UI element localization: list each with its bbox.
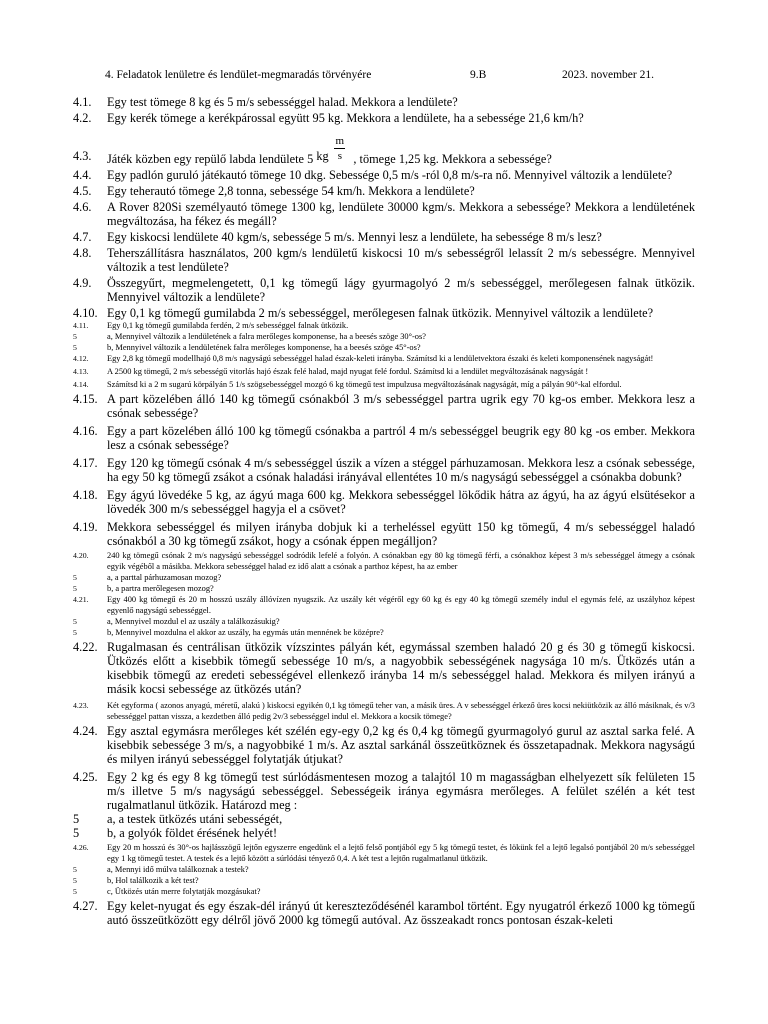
sub-question [73,627,695,638]
problem-4-3 [73,135,695,166]
problem-number: 4.21. [73,595,89,604]
problem-4-12 [73,353,695,364]
problem-4-16 [73,424,695,452]
sub-question [73,875,695,886]
problem-number: 4.12. [73,354,89,363]
momentum-unit-formula [316,135,350,163]
problem-number: 4.9. [73,276,92,290]
problem-number: 4.20. [73,551,89,560]
problem-text: A Rover 820Si személyautó tömege 1300 kg, lendülete 30000 kgm/s. Mekkora a sebessége? Mekkora a lendületének megváltozása, ha fékez és megáll? [107,200,695,228]
problem-text: Egy kelet-nyugat és egy észak-dél irányú út kereszteződésénél karambol történt. Egy nyugatról érkező 1000 kg tömegű autó összeütközött egy délről jövő 2000 kg tömegű autóval. Az összeakadt roncs pontosan észak-keleti [107,899,695,927]
worksheet-title: 4. Feladatok lenületre és lendület-megmaradás törvényére [105,69,372,81]
problem-text: Számítsd ki a 2 m sugarú körpályán 5 1/s szögsebességgel mozgó 6 kg tömegű test impulzusa megváltozásának nagyságát, míg a pályán 90°-kal elfordul. [107,380,622,389]
bullet-marker: 5 [73,876,77,885]
problem-number: 4.15. [73,392,98,406]
problem-text: Teherszállításra használatos, 200 kgm/s lendületű kiskocsi 10 m/s sebességről lelassít 2 m/s sebességre. Mennyivel változik a test lendülete? [107,246,695,274]
bullet-marker: 5 [73,826,80,840]
problem-4-13 [73,366,695,377]
problem-text-after: , tömege 1,25 kg. Mekkora a sebessége? [353,152,552,166]
problem-text: A 2500 kg tömegű, 2 m/s sebességű vitorlás hajó észak felé halad, majd nyugat felé fordul. Számítsd ki a lendület megváltozásának nagyságát ! [107,367,589,376]
problem-text: Egy 20 m hosszú és 30°-os hajlásszögű lejtőn egyszerre engedünk el a lejtő felső pontjából egy 5 kg tömegű testet, és lökünk fel a lejtő legalsó pontjából 20 m/s sebességgel egy 1 kg tömegű testet. A testek és a lejtő között a súrlódási tényező 0,4. A két test a lejtőn rugalmatlanul ütközik. [107,843,695,863]
problem-text: Egy 2,8 kg tömegű modellhajó 0,8 m/s nagyságú sebességgel halad észak-keleti irányba. Számítsd ki a lendületvektora északi és keleti komponensének nagyságát! [107,354,654,363]
problem-text: Összegyűrt, megmelengetett, 0,1 kg tömegű lágy gyurmagolyó 2 m/s sebességgel, merőlegesen falnak ütközik. Mennyivel változik a lendülete? [107,276,695,304]
problem-text: 240 kg tömegű csónak 2 m/s nagyságú sebességgel sodródik lefelé a folyón. A csónakban egy 80 kg tömegű férfi, a csónakhoz képest 3 m/s sebességgel átmegy a csónak egyik végéből a másikba. Mekkora sebességgel halad ez idő alatt a csónak a parthoz képest, ha az ember [107,551,695,571]
problem-4-8 [73,246,695,274]
problem-text [107,135,695,166]
bullet-marker: 5 [73,812,80,826]
problem-text: Egy asztal egymásra merőleges két szélén egy-egy 0,2 kg és 0,4 kg tömegű gyurmagolyó gurul az asztal sarka felé. A kisebbik sebessége 3 m/s, a nagyobbiké 1 m/s. Az asztal sarkánál összeütköznek és összetapadnak. Mekkora nagyságú és milyen irányú sebességgel folytatják útjukat? [107,724,695,766]
problem-4-14 [73,379,695,390]
problem-number: 4.26. [73,843,89,852]
sub-question-text: c, Ütközés után merre folytatják mozgásukat? [107,887,261,896]
problem-number: 4.13. [73,367,89,376]
problem-number: 4.1. [73,95,92,109]
problem-text: Egy ágyú lövedéke 5 kg, az ágyú maga 600 kg. Mekkora sebességgel lökődik hátra az ágyú, ha az ágyú elsütésekor a lövedék 300 m/s sebességgel hagyja el a csövet? [107,488,695,516]
problem-text: Egy 0,1 kg tömegű gumilabda ferdén, 2 m/s sebességgel falnak ütközik. [107,321,349,330]
bullet-marker: 5 [73,573,77,582]
problem-4-22 [73,640,695,696]
problem-text: Egy a part közelében álló 100 kg tömegű csónakba a partról 4 m/s sebességgel beugrik egy 80 kg -os ember. Mekkora lesz a csónak sebessége? [107,424,695,452]
sub-question [73,342,695,353]
problem-number: 4.24. [73,724,98,738]
problem-number: 4.14. [73,380,89,389]
problem-4-11 [73,320,695,331]
problem-text: Egy teherautó tömege 2,8 tonna, sebessége 54 km/h. Mekkora a lendülete? [107,184,475,198]
sub-question [73,886,695,897]
problem-text: Rugalmasan és centrálisan ütközik vízszintes pályán két, egymással szemben haladó 20 g és 30 g tömegű kiskocsi. Ütközés előtt a kisebbik tömegű sebessége 10 m/s, a nagyobbik sebességének nagysága 10 m/s. Ütközés után a kisebbik tömegű az eredeti sebességével ellenkező irányba 14 m/s sebességgel halad. Mekkora és milyen irányú a másik kocsi sebessége az ütközés után? [107,640,695,696]
problem-4-7 [73,230,695,244]
problem-4-1 [73,95,695,109]
sub-question-text: b, a golyók földet érésének helyét! [107,826,278,840]
sub-question-text: b, Mennyivel mozdulna el akkor az uszály, ha egymás után mennének be középre? [107,628,384,637]
sub-question-text: a, Mennyivel változik a lendületének a falra merőleges komponense, ha a beesés szöge 30°-os? [107,332,426,341]
fraction-bar [334,148,345,149]
problem-4-20 [73,550,695,572]
unit-m: m [335,135,345,147]
problem-number: 4.2. [73,111,92,125]
sub-question [73,331,695,342]
problem-number: 4.17. [73,456,98,470]
bullet-marker: 5 [73,343,77,352]
problem-text: Egy 0,1 kg tömegű gumilabda 2 m/s sebességgel, merőlegesen falnak ütközik. Mennyivel változik a lendülete? [107,306,654,320]
problem-number: 4.16. [73,424,98,438]
bullet-marker: 5 [73,887,77,896]
problem-number: 4.27. [73,899,98,913]
problem-4-27 [73,899,695,927]
sub-question-text: b, Mennyivel változik a lendületének falra merőleges komponense, ha a beesés szöge 45°-os? [107,343,421,352]
problem-number: 4.23. [73,701,89,710]
problem-4-25 [73,770,695,812]
problem-text: Egy kiskocsi lendülete 40 kgm/s, sebessége 5 m/s. Mennyi lesz a lendülete, ha sebessége 8 m/s lesz? [107,230,602,244]
problem-number: 4.8. [73,246,92,260]
bullet-marker: 5 [73,628,77,637]
bullet-marker: 5 [73,332,77,341]
problem-text: Egy 400 kg tömegű és 20 m hosszú uszály állóvízen nyugszik. Az uszály két végéről egy 60 kg és egy 40 kg tömegű személy indul el egymás felé, az uszályhoz képest egyenlő nagyságú sebességgel. [107,595,695,615]
sub-question-text: a, Mennyivel mozdul el az uszály a találkozásukig? [107,617,280,626]
sub-question [73,812,695,826]
problem-number: 4.3. [73,149,92,163]
problem-4-21 [73,594,695,616]
problem-number: 4.25. [73,770,98,784]
bullet-marker: 5 [73,584,77,593]
sub-question-text: b, Hol találkozik a két test? [107,876,199,885]
sub-question [73,583,695,594]
sub-question-text: a, Mennyi idő múlva találkoznak a testek? [107,865,249,874]
problem-4-5 [73,184,695,198]
problem-number: 4.11. [73,321,89,330]
problem-number: 4.10. [73,306,98,320]
problem-4-4 [73,168,695,182]
problem-list [73,95,695,927]
problem-number: 4.5. [73,184,92,198]
problem-4-26 [73,842,695,864]
problem-4-18 [73,488,695,516]
problem-text: Egy padlón guruló játékautó tömege 10 dkg. Sebessége 0,5 m/s -ról 0,8 m/s-ra nő. Mennyivel változik a lendülete? [107,168,673,182]
problem-4-15 [73,392,695,420]
problem-text: Egy test tömege 8 kg és 5 m/s sebességgel halad. Mekkora a lendülete? [107,95,458,109]
problem-text: A part közelében álló 140 kg tömegű csónakból 3 m/s sebességgel partra ugrik egy 70 kg-os ember. Mekkora lesz a csónak sebessége? [107,392,695,420]
page-header [0,69,768,85]
problem-4-10 [73,306,695,320]
problem-number: 4.6. [73,200,92,214]
sub-question-text: b, a partra merőlegesen mozog? [107,584,214,593]
problem-text: Egy 120 kg tömegű csónak 4 m/s sebességgel úszik a vízen a stéggel párhuzamosan. Mekkora lesz a csónak sebessége, ha egy 50 kg tömegű zsákot a csónak haladási irányával ellentétes 10 m/s nagyságú sebességgel a csónakba dobunk? [107,456,695,484]
unit-s: s [337,150,342,162]
class-label: 9.B [470,69,487,81]
problem-4-9 [73,276,695,304]
problem-text: Mekkora sebességgel és milyen irányba dobjuk ki a terheléssel együtt 150 kg tömegű, 4 m/s sebességgel haladó csónakból a 30 kg tömegű zsákot, hogy a csónak éppen megálljon? [107,520,695,548]
problem-4-23 [73,700,695,722]
sub-question [73,864,695,875]
date-label: 2023. november 21. [562,69,654,81]
problem-4-19 [73,520,695,548]
problem-4-24 [73,724,695,766]
sub-question [73,572,695,583]
problem-number: 4.22. [73,640,98,654]
problem-number: 4.19. [73,520,98,534]
bullet-marker: 5 [73,865,77,874]
problem-4-2 [73,111,695,125]
problem-number: 4.18. [73,488,98,502]
problem-number: 4.4. [73,168,92,182]
unit-fraction [334,135,345,162]
sub-question [73,616,695,627]
sub-question [73,826,695,840]
sub-question-text: a, a parttal párhuzamosan mozog? [107,573,222,582]
bullet-marker: 5 [73,617,77,626]
unit-kg: kg [316,149,329,163]
problem-text: Két egyforma ( azonos anyagú, méretű, alakú ) kiskocsi egyikén 0,1 kg tömegű teher van, a másik üres. A v sebességgel érkező üres kocsi nekiütközik az álló másiknak, és v/3 sebességgel pattan vissza, a kezdetben álló pedig 2v/3 sebességgel indul el. Mekkora a kocsik tömege? [107,701,695,721]
problem-text: Egy kerék tömege a kerékpárossal együtt 95 kg. Mekkora a lendülete, ha a sebessége 21,6 km/h? [107,111,584,125]
problem-text: Egy 2 kg és egy 8 kg tömegű test súrlódásmentesen mozog a talajtól 10 m magasságban elhelyezett sík felületen 15 m/s illetve 5 m/s nagyságú sebességgel. Sebességeik iránya egymásra merőleges. A felület szélén a két test rugalmatlanul ütközik. Határozd meg : [107,770,695,812]
problem-4-17 [73,456,695,484]
sub-question-text: a, a testek ütközés utáni sebességét, [107,812,283,826]
problem-text-before: Játék közben egy repülő labda lendülete 5 [107,152,314,166]
problem-4-6 [73,200,695,228]
problem-number: 4.7. [73,230,92,244]
